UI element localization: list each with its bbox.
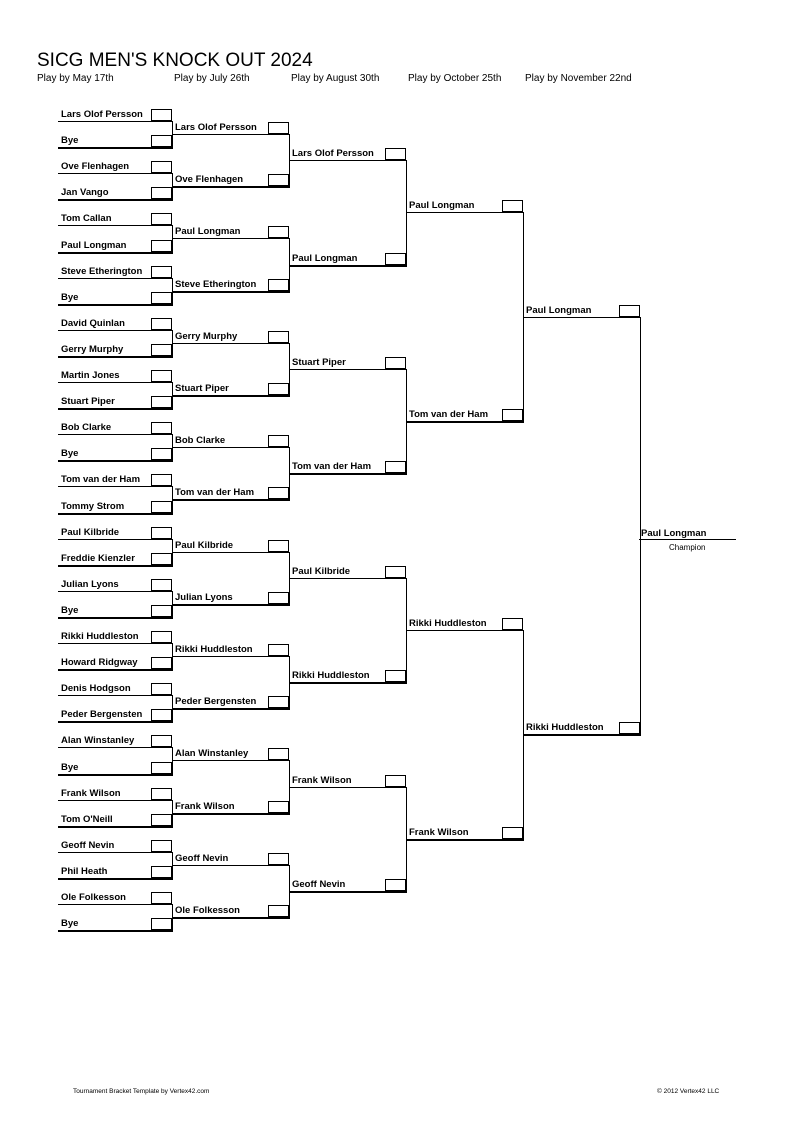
name-line: [58, 721, 172, 723]
name-line: [58, 591, 172, 592]
name-line: [58, 486, 172, 487]
player-name: Ove Flenhagen: [61, 161, 130, 172]
name-line: [289, 891, 406, 893]
name-line: [172, 813, 289, 815]
name-line: [523, 317, 640, 318]
name-line: [172, 656, 289, 657]
player-name: Tom van der Ham: [61, 474, 141, 485]
score-box: [268, 540, 289, 552]
player-name: Tom van der Ham: [409, 409, 489, 420]
connector-line: [172, 539, 173, 567]
score-box: [619, 305, 640, 317]
player-name: Lars Olof Persson: [175, 122, 257, 133]
name-line: [406, 421, 523, 423]
player-name: Tom van der Ham: [175, 487, 255, 498]
player-name: Alan Winstanley: [175, 748, 249, 759]
score-box: [151, 318, 172, 330]
player-name: Paul Kilbride: [61, 527, 120, 538]
score-box: [151, 501, 172, 513]
connector-line: [172, 852, 173, 880]
name-line: [58, 930, 172, 932]
score-box: [385, 775, 406, 787]
name-line: [289, 473, 406, 475]
score-box: [268, 853, 289, 865]
player-name: Tom van der Ham: [292, 461, 372, 472]
player-name: Gerry Murphy: [175, 331, 238, 342]
score-box: [151, 370, 172, 382]
round-4-header: Play by October 25th: [408, 73, 502, 84]
name-line: [58, 826, 172, 828]
connector-line: [640, 317, 641, 736]
player-name: Ove Flenhagen: [175, 174, 244, 185]
score-box: [151, 605, 172, 617]
player-name: Phil Heath: [61, 866, 108, 877]
score-box: [151, 266, 172, 278]
score-box: [385, 253, 406, 265]
score-box: [385, 879, 406, 891]
score-box: [268, 696, 289, 708]
player-name: Tommy Strom: [61, 501, 125, 512]
player-name: Paul Longman: [175, 226, 241, 237]
name-line: [58, 147, 172, 149]
player-name: Steve Etherington: [61, 266, 143, 277]
player-name: Stuart Piper: [61, 396, 115, 407]
player-name: Paul Kilbride: [175, 540, 234, 551]
name-line: [58, 878, 172, 880]
score-box: [151, 918, 172, 930]
name-line: [289, 682, 406, 684]
name-line: [58, 695, 172, 696]
player-name: Frank Wilson: [409, 827, 469, 838]
name-line: [406, 839, 523, 841]
score-box: [151, 631, 172, 643]
name-line: [172, 760, 289, 761]
score-box: [268, 122, 289, 134]
player-name: Rikki Huddleston: [61, 631, 139, 642]
player-name: Tom O'Neill: [61, 814, 113, 825]
score-box: [151, 553, 172, 565]
score-box: [268, 331, 289, 343]
score-box: [268, 383, 289, 395]
name-line: [58, 278, 172, 279]
player-name: Lars Olof Persson: [292, 148, 374, 159]
score-box: [502, 200, 523, 212]
connector-line: [172, 434, 173, 462]
score-box: [268, 748, 289, 760]
name-line: [289, 787, 406, 788]
champion-line: [639, 539, 736, 540]
name-line: [406, 630, 523, 631]
connector-line: [172, 330, 173, 358]
name-line: [289, 160, 406, 161]
player-name: Ole Folkesson: [175, 905, 240, 916]
score-box: [268, 905, 289, 917]
name-line: [58, 173, 172, 174]
player-name: Gerry Murphy: [61, 344, 124, 355]
name-line: [172, 395, 289, 397]
name-line: [172, 343, 289, 344]
score-box: [502, 409, 523, 421]
name-line: [172, 865, 289, 866]
name-line: [58, 669, 172, 671]
name-line: [172, 186, 289, 188]
score-box: [151, 709, 172, 721]
player-name: Paul Longman: [526, 305, 592, 316]
player-name: Howard Ridgway: [61, 657, 138, 668]
name-line: [58, 852, 172, 853]
player-name: Tom Callan: [61, 213, 112, 224]
score-box: [151, 474, 172, 486]
round-2-header: Play by July 26th: [174, 73, 250, 84]
score-box: [151, 240, 172, 252]
name-line: [58, 121, 172, 122]
score-box: [385, 357, 406, 369]
player-name: Bye: [61, 135, 79, 146]
connector-line: [406, 578, 407, 684]
player-name: Rikki Huddleston: [409, 618, 487, 629]
player-name: Paul Longman: [292, 253, 358, 264]
score-box: [151, 892, 172, 904]
name-line: [58, 225, 172, 226]
score-box: [268, 435, 289, 447]
player-name: Peder Bergensten: [175, 696, 257, 707]
name-line: [172, 499, 289, 501]
name-line: [58, 382, 172, 383]
footer-credit: Tournament Bracket Template by Vertex42.com: [73, 1088, 210, 1095]
player-name: Bob Clarke: [61, 422, 112, 433]
score-box: [151, 735, 172, 747]
connector-line: [172, 643, 173, 671]
name-line: [58, 513, 172, 515]
player-name: Bye: [61, 918, 79, 929]
player-name: Bob Clarke: [175, 435, 226, 446]
name-line: [58, 252, 172, 254]
player-name: Lars Olof Persson: [61, 109, 143, 120]
player-name: Frank Wilson: [175, 801, 235, 812]
name-line: [289, 369, 406, 370]
name-line: [172, 552, 289, 553]
round-1-header: Play by May 17th: [37, 73, 114, 84]
score-box: [151, 161, 172, 173]
player-name: Geoff Nevin: [175, 853, 229, 864]
score-box: [151, 814, 172, 826]
name-line: [289, 265, 406, 267]
player-name: Julian Lyons: [61, 579, 119, 590]
player-name: Rikki Huddleston: [292, 670, 370, 681]
name-line: [58, 643, 172, 644]
name-line: [58, 356, 172, 358]
name-line: [172, 238, 289, 239]
score-box: [151, 292, 172, 304]
player-name: Bye: [61, 762, 79, 773]
score-box: [151, 135, 172, 147]
score-box: [268, 174, 289, 186]
score-box: [151, 657, 172, 669]
footer-copyright: © 2012 Vertex42 LLC: [657, 1088, 720, 1095]
player-name: Stuart Piper: [292, 357, 346, 368]
player-name: Freddie Kienzler: [61, 553, 135, 564]
player-name: Peder Bergensten: [61, 709, 143, 720]
player-name: Paul Longman: [409, 200, 475, 211]
name-line: [58, 408, 172, 410]
player-name: Steve Etherington: [175, 279, 257, 290]
score-box: [151, 788, 172, 800]
player-name: Bye: [61, 605, 79, 616]
player-name: Paul Longman: [61, 240, 127, 251]
name-line: [523, 734, 640, 736]
score-box: [268, 644, 289, 656]
player-name: Frank Wilson: [292, 775, 352, 786]
round-3-header: Play by August 30th: [291, 73, 380, 84]
player-name: Bye: [61, 292, 79, 303]
score-box: [151, 109, 172, 121]
name-line: [172, 604, 289, 606]
score-box: [385, 148, 406, 160]
name-line: [58, 460, 172, 462]
score-box: [268, 592, 289, 604]
name-line: [406, 212, 523, 213]
player-name: Frank Wilson: [61, 788, 121, 799]
connector-line: [172, 747, 173, 776]
player-name: Geoff Nevin: [61, 840, 115, 851]
name-line: [172, 708, 289, 710]
player-name: Rikki Huddleston: [175, 644, 253, 655]
score-box: [151, 344, 172, 356]
score-box: [385, 461, 406, 473]
player-name: Geoff Nevin: [292, 879, 346, 890]
player-name: Julian Lyons: [175, 592, 233, 603]
score-box: [151, 840, 172, 852]
score-box: [151, 683, 172, 695]
score-box: [268, 801, 289, 813]
score-box: [619, 722, 640, 734]
name-line: [58, 199, 172, 201]
player-name: Denis Hodgson: [61, 683, 131, 694]
champion-label: Champion: [669, 543, 706, 552]
name-line: [172, 447, 289, 448]
player-name: Ole Folkesson: [61, 892, 126, 903]
score-box: [151, 422, 172, 434]
score-box: [151, 448, 172, 460]
score-box: [151, 762, 172, 774]
page-title: SICG MEN'S KNOCK OUT 2024: [37, 50, 313, 71]
name-line: [289, 578, 406, 579]
name-line: [58, 539, 172, 540]
name-line: [172, 134, 289, 135]
score-box: [151, 866, 172, 878]
score-box: [268, 226, 289, 238]
score-box: [268, 279, 289, 291]
score-box: [151, 579, 172, 591]
name-line: [58, 434, 172, 435]
score-box: [151, 527, 172, 539]
name-line: [58, 774, 172, 776]
player-name: Alan Winstanley: [61, 735, 135, 746]
player-name: Martin Jones: [61, 370, 120, 381]
player-name: Jan Vango: [61, 187, 109, 198]
round-5-header: Play by November 22nd: [525, 73, 632, 84]
name-line: [58, 904, 172, 905]
player-name: David Quinlan: [61, 318, 125, 329]
connector-line: [172, 121, 173, 149]
player-name: Rikki Huddleston: [526, 722, 604, 733]
score-box: [151, 187, 172, 199]
connector-line: [289, 343, 290, 397]
name-line: [58, 330, 172, 331]
name-line: [58, 304, 172, 306]
score-box: [151, 213, 172, 225]
connector-line: [406, 160, 407, 267]
name-line: [58, 747, 172, 748]
connector-line: [289, 134, 290, 188]
connector-line: [289, 552, 290, 606]
score-box: [385, 670, 406, 682]
name-line: [172, 291, 289, 293]
name-line: [58, 800, 172, 801]
score-box: [502, 618, 523, 630]
player-name: Stuart Piper: [175, 383, 229, 394]
score-box: [502, 827, 523, 839]
player-name: Paul Kilbride: [292, 566, 351, 577]
name-line: [58, 617, 172, 619]
player-name: Bye: [61, 448, 79, 459]
champion-name: Paul Longman: [641, 528, 707, 539]
score-box: [385, 566, 406, 578]
connector-line: [172, 225, 173, 254]
name-line: [58, 565, 172, 567]
score-box: [268, 487, 289, 499]
score-box: [151, 396, 172, 408]
name-line: [172, 917, 289, 919]
